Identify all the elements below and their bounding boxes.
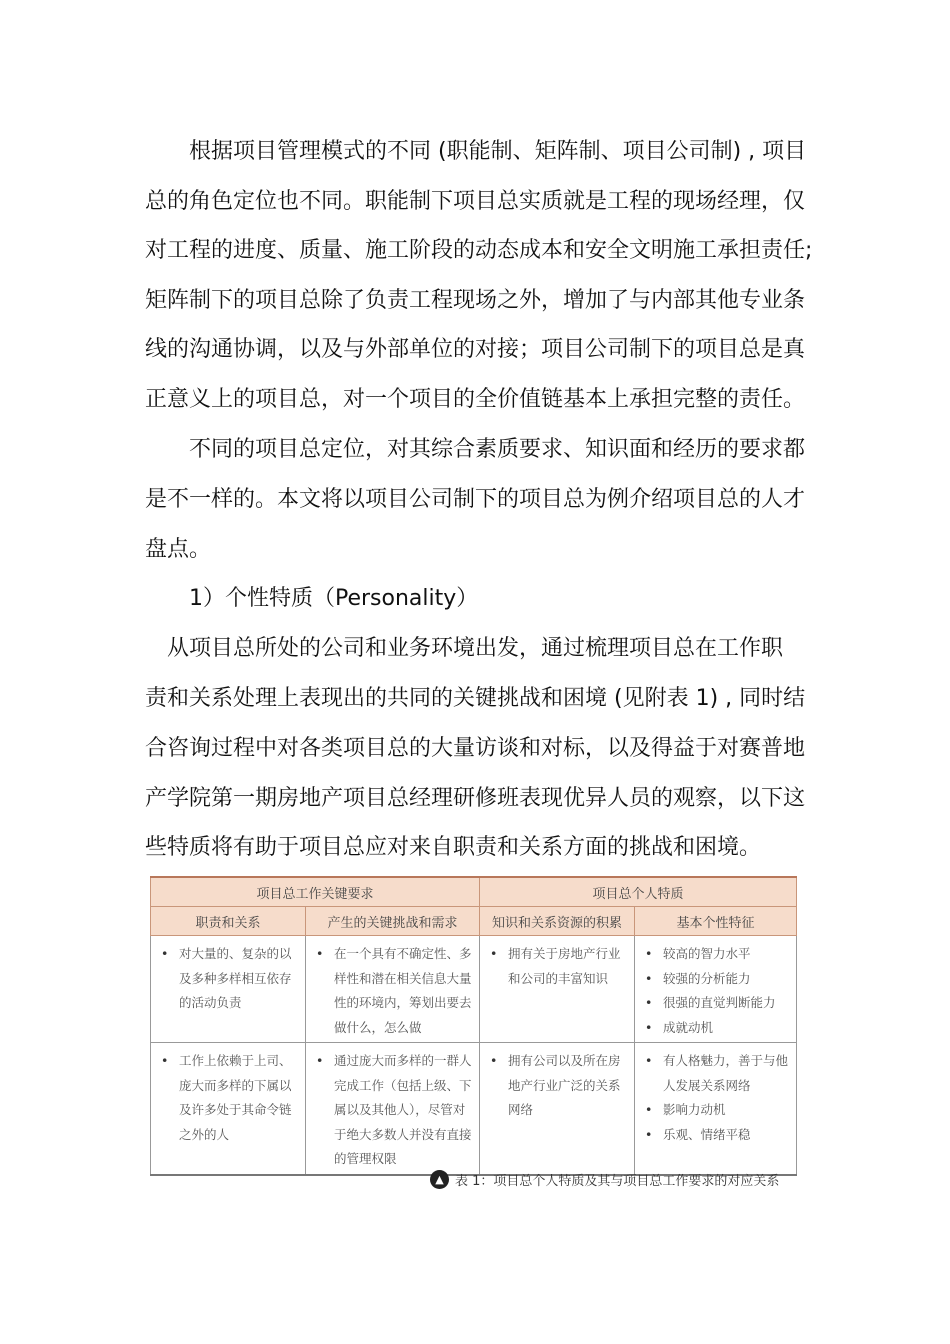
- group-header-personal-traits: 项目总个人特质: [480, 877, 797, 907]
- text-line: 合咨询过程中对各类项目总的大量访谈和对标，以及得益于对赛普地: [145, 736, 806, 761]
- column-header: 知识和关系资源的积累: [480, 907, 635, 936]
- bullet-item: • 影响力动机: [641, 1098, 790, 1123]
- table-cell: [306, 1043, 480, 1175]
- text-line: 根据项目管理模式的不同 (职能制、矩阵制、项目公司制) , 项目: [145, 139, 807, 164]
- section-heading: 1）个性特质（Personality）: [145, 586, 479, 611]
- text-line: 正意义上的项目总，对一个项目的全价值链基本上承担完整的责任。: [145, 387, 806, 412]
- text-line: 从项目总所处的公司和业务环境出发，通过梳理项目总在工作职: [145, 636, 784, 661]
- bullet-item: • 工作上依赖于上司、庞大而多样的下属以及许多处于其命令链之外的人: [157, 1049, 299, 1147]
- column-header: 产生的关键挑战和需求: [306, 907, 480, 936]
- bullet-item: • 乐观、情绪平稳: [641, 1123, 790, 1148]
- text-line: 矩阵制下的项目总除了负责工程现场之外，增加了与内部其他专业条: [145, 288, 806, 313]
- bullet-item: • 对大量的、复杂的以及多种多样相互依存的活动负责: [157, 942, 299, 1016]
- text-line: 产学院第一期房地产项目总经理研修班表现优异人员的观察，以下这: [145, 786, 806, 811]
- text-line: 些特质将有助于项目总应对来自职责和关系方面的挑战和困境。: [145, 835, 762, 860]
- table-row: [151, 1043, 797, 1175]
- bullet-item: • 通过庞大而多样的一群人完成工作（包括上级、下属以及其他人），尽管对于绝大多数人并没有直接的管理权限: [312, 1049, 473, 1172]
- table-cell: [151, 1043, 306, 1175]
- requirements-table-figure: [150, 876, 796, 1176]
- table-cell: [635, 1043, 797, 1175]
- text-line: 线的沟通协调，以及与外部单位的对接；项目公司制下的项目总是真: [145, 337, 806, 362]
- bullet-item: • 较强的分析能力: [641, 967, 790, 992]
- table-cell: [151, 936, 306, 1043]
- bullet-item: • 拥有关于房地产行业和公司的丰富知识: [486, 942, 628, 991]
- bullet-item: • 较高的智力水平: [641, 942, 790, 967]
- text-line: 不同的项目总定位，对其综合素质要求、知识面和经历的要求都: [145, 437, 806, 462]
- text-line: 盘点。: [145, 537, 212, 562]
- text-line: 总的角色定位也不同。职能制下项目总实质就是工程的现场经理，仅: [145, 189, 806, 214]
- table-cell: [635, 936, 797, 1043]
- requirements-table: [150, 876, 797, 1176]
- bullet-item: • 在一个具有不确定性、多样性和潜在相关信息大量性的环境内，筹划出要去做什么，怎么做: [312, 942, 473, 1040]
- text-line: 对工程的进度、质量、施工阶段的动态成本和安全文明施工承担责任;: [145, 238, 813, 263]
- group-header-job-requirements: 项目总工作关键要求: [151, 877, 480, 907]
- bullet-item: • 成就动机: [641, 1016, 790, 1041]
- table-cell: [480, 936, 635, 1043]
- column-header: 职责和关系: [151, 907, 306, 936]
- bullet-item: • 很强的直觉判断能力: [641, 991, 790, 1016]
- table-cell: [480, 1043, 635, 1175]
- table-row: [151, 936, 797, 1043]
- table-caption-text: 表 1：项目总个人特质及其与项目总工作要求的对应关系: [455, 1173, 780, 1189]
- table-caption: [430, 1168, 779, 1190]
- column-header: 基本个性特征: [635, 907, 797, 936]
- table-group-header-row: [151, 877, 797, 907]
- table-column-header-row: [151, 907, 797, 936]
- text-line: 责和关系处理上表现出的共同的关键挑战和困境 (见附表 1) , 同时结: [145, 686, 806, 711]
- bullet-item: • 有人格魅力，善于与他人发展关系网络: [641, 1049, 790, 1098]
- bullet-item: • 拥有公司以及所在房地产行业广泛的关系网络: [486, 1049, 628, 1123]
- up-arrow-icon: ▲: [430, 1170, 449, 1189]
- table-cell: [306, 936, 480, 1043]
- text-line: 是不一样的。本文将以项目公司制下的项目总为例介绍项目总的人才: [145, 487, 806, 512]
